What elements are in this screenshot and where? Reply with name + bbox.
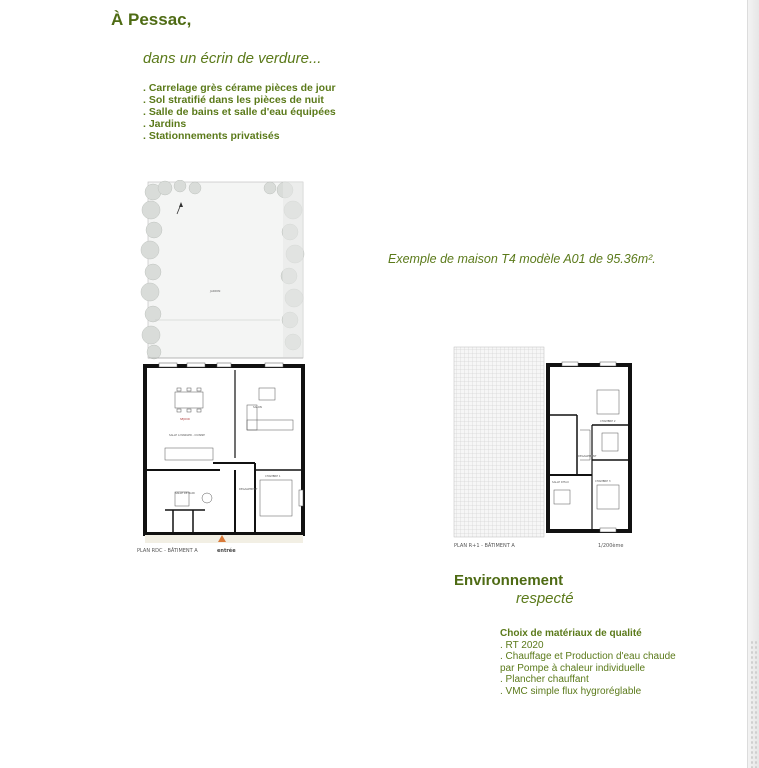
svg-text:CHAMBRE 1: CHAMBRE 1 (265, 475, 281, 478)
first-floor-caption: PLAN R+1 - BÂTIMENT A (454, 543, 515, 549)
materials-item: . VMC simple flux hygroréglable (500, 685, 642, 697)
ground-floor-plan (135, 180, 307, 548)
page-subtitle: dans un écrin de verdure... (143, 50, 322, 67)
roof-hatch-area (454, 347, 544, 537)
materials-item: . Plancher chauffant (500, 674, 589, 685)
first-floor-walls (548, 362, 630, 532)
feature-item: . Salle de bains et salle d'eau équipées (143, 106, 336, 118)
environment-title: Environnement (454, 572, 564, 589)
example-caption: Exemple de maison T4 modèle A01 de 95.36m². (388, 252, 656, 266)
environment-subtitle: respecté (516, 590, 574, 607)
feature-item: . Carrelage grès cérame pièces de jour (143, 82, 336, 94)
feature-item: . Stationnements privatisés (143, 130, 280, 142)
materials-item: par Pompe à chaleur individuelle (500, 662, 646, 674)
page-edge-texture (750, 640, 758, 768)
feature-item: . Jardins (143, 118, 187, 130)
garden-area (141, 180, 304, 359)
svg-text:JARDIN: JARDIN (210, 289, 221, 293)
plan-scale: 1/200ème (598, 543, 624, 549)
page-title: À Pessac, (111, 10, 192, 29)
materials-item: . Chauffage et Production d'eau chaude (500, 651, 676, 662)
materials-item: . RT 2020 (500, 639, 544, 651)
svg-text:CHAMBRE 2: CHAMBRE 2 (600, 420, 616, 423)
svg-text:SALLE A MANGER - CUISINE: SALLE A MANGER - CUISINE (169, 434, 205, 437)
svg-text:DEGAGEMENT: DEGAGEMENT (239, 488, 258, 491)
ground-floor-walls (145, 363, 303, 534)
svg-text:SEJOUR: SEJOUR (180, 418, 190, 421)
svg-text:CHAMBRE 3: CHAMBRE 3 (595, 480, 611, 483)
ground-floor-caption: PLAN RDC - BÂTIMENT A (137, 548, 198, 554)
svg-text:SALON: SALON (253, 406, 262, 409)
svg-text:DEGAGEMENT: DEGAGEMENT (578, 455, 597, 458)
first-floor-plan (452, 345, 637, 543)
entrance-label: entrée (217, 548, 236, 554)
svg-text:SALLE DE BAIN: SALLE DE BAIN (175, 492, 195, 495)
svg-text:SALLE D'EAU: SALLE D'EAU (552, 481, 569, 484)
feature-item: . Sol stratifié dans les pièces de nuit (143, 94, 324, 106)
materials-heading: Choix de matériaux de qualité (500, 628, 642, 639)
materials-list (500, 628, 676, 697)
feature-list (143, 82, 336, 142)
